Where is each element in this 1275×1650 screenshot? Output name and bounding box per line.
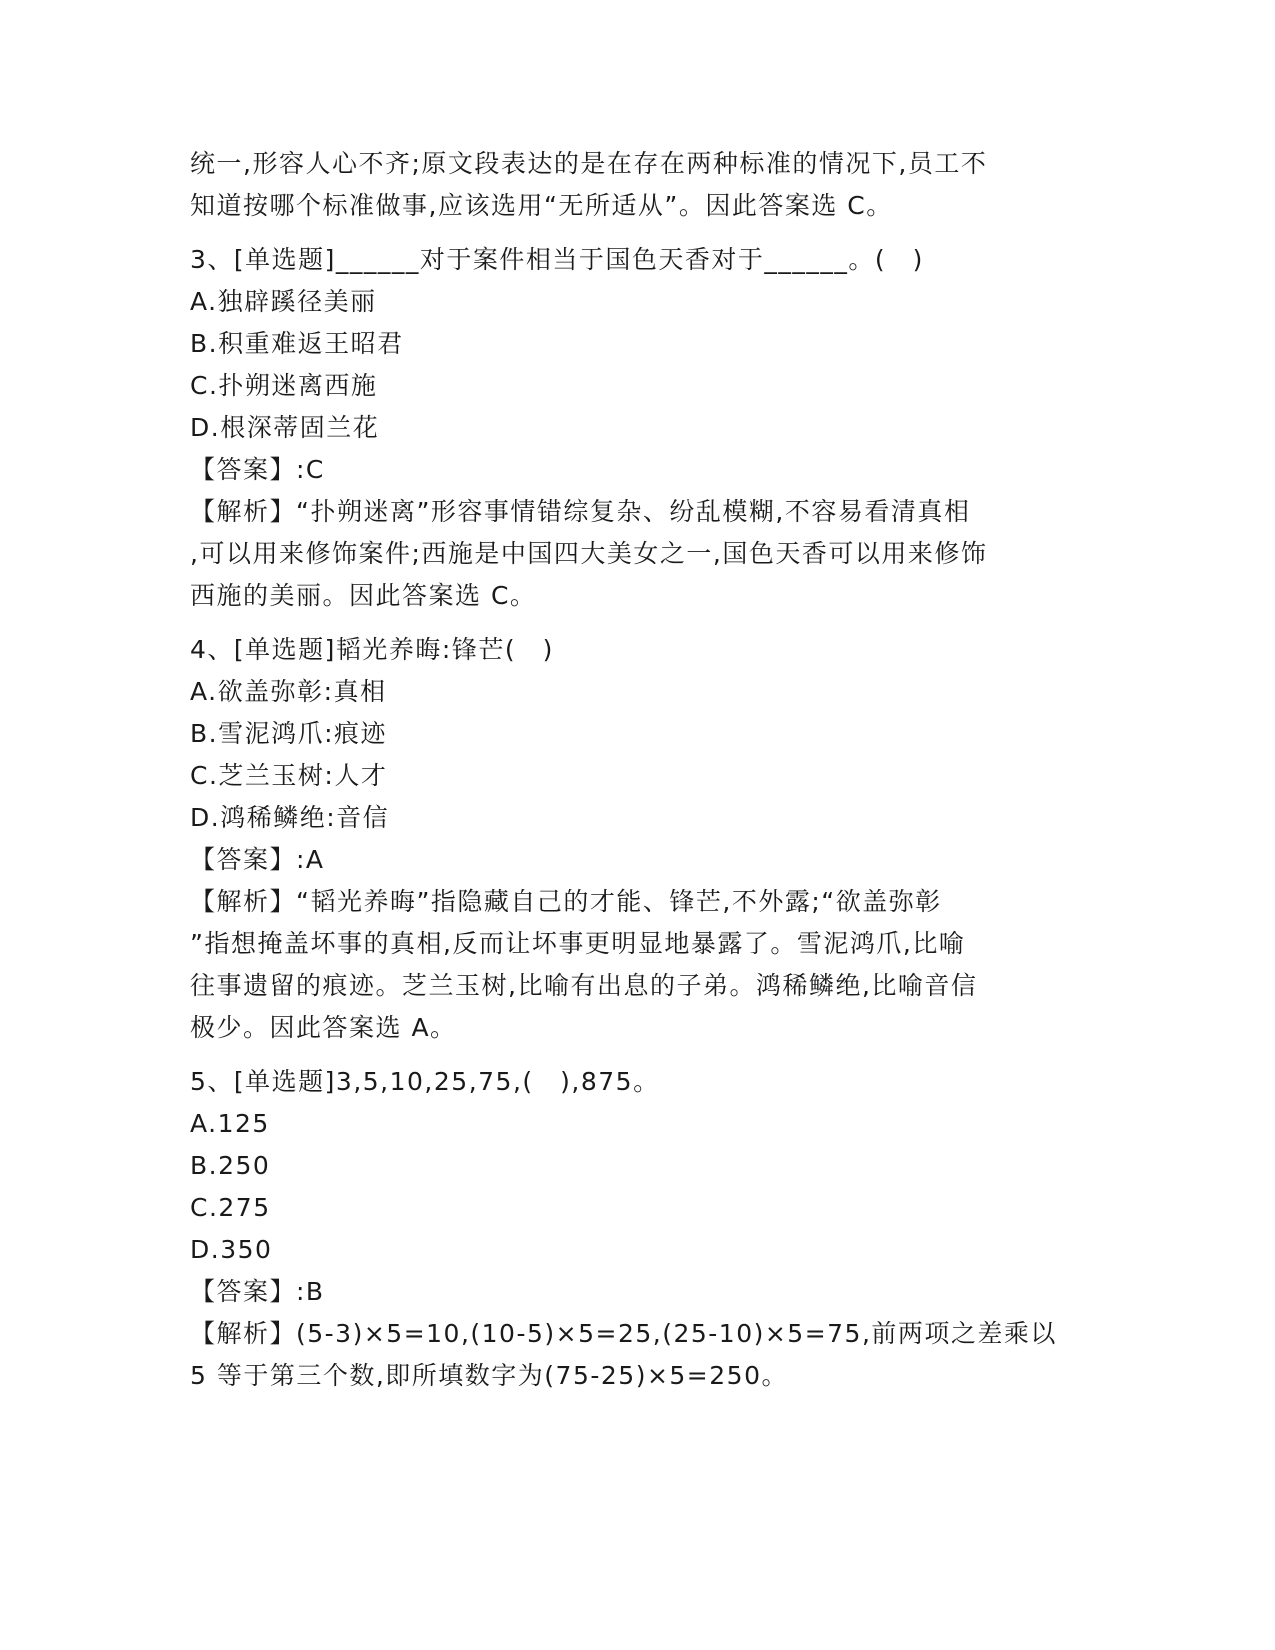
option-c: C.芝兰玉树:人才 bbox=[190, 761, 388, 790]
analysis-line: 极少。因此答案选 A。 bbox=[190, 1013, 457, 1042]
option-a: A.欲盖弥彰:真相 bbox=[190, 677, 387, 706]
option-c: C.扑朔迷离西施 bbox=[190, 371, 378, 400]
option-d: D.鸿稀鳞绝:音信 bbox=[190, 803, 390, 832]
answer-line: 【答案】:A bbox=[190, 845, 325, 874]
question-stem: 4、[单选题]韬光养晦:锋芒( ) bbox=[190, 635, 554, 664]
analysis-line: 西施的美丽。因此答案选 C。 bbox=[190, 581, 537, 610]
option-b: B.雪泥鸿爪:痕迹 bbox=[190, 719, 388, 748]
option-b: B.积重难返王昭君 bbox=[190, 329, 404, 358]
question-4 bbox=[190, 629, 1080, 1049]
option-b: B.250 bbox=[190, 1151, 271, 1180]
analysis-line: ”指想掩盖坏事的真相,反而让坏事更明显地暴露了。雪泥鸿爪,比喻 bbox=[190, 929, 966, 958]
analysis-line: 5 等于第三个数,即所填数字为(75-25)×5=250。 bbox=[190, 1361, 788, 1390]
analysis-line: 【解析】“韬光养晦”指隐藏自己的才能、锋芒,不外露;“欲盖弥彰 bbox=[190, 887, 942, 916]
option-a: A.125 bbox=[190, 1109, 270, 1138]
analysis-line: 【解析】“扑朔迷离”形容事情错综复杂、纷乱模糊,不容易看清真相 bbox=[190, 497, 971, 526]
analysis-line: 【解析】(5-3)×5=10,(10-5)×5=25,(25-10)×5=75,前两项之差乘以 bbox=[190, 1319, 1057, 1348]
option-a: A.独辟蹊径美丽 bbox=[190, 287, 377, 316]
analysis-line: ,可以用来修饰案件;西施是中国四大美女之一,国色天香可以用来修饰 bbox=[190, 539, 988, 568]
document-page bbox=[190, 143, 1080, 1397]
option-d: D.350 bbox=[190, 1235, 273, 1264]
text-line: 统一,形容人心不齐;原文段表达的是在存在两种标准的情况下,员工不 bbox=[190, 149, 988, 178]
question-5 bbox=[190, 1061, 1080, 1397]
option-d: D.根深蒂固兰花 bbox=[190, 413, 380, 442]
answer-line: 【答案】:C bbox=[190, 455, 325, 484]
question-stem: 3、[单选题]______对于案件相当于国色天香对于______。( ) bbox=[190, 245, 924, 274]
question-3 bbox=[190, 239, 1080, 617]
question-stem: 5、[单选题]3,5,10,25,75,( ),875。 bbox=[190, 1067, 660, 1096]
text-line: 知道按哪个标准做事,应该选用“无所适从”。因此答案选 C。 bbox=[190, 191, 893, 220]
intro-paragraph bbox=[190, 143, 1080, 227]
analysis-line: 往事遗留的痕迹。芝兰玉树,比喻有出息的子弟。鸿稀鳞绝,比喻音信 bbox=[190, 971, 978, 1000]
answer-line: 【答案】:B bbox=[190, 1277, 325, 1306]
option-c: C.275 bbox=[190, 1193, 271, 1222]
